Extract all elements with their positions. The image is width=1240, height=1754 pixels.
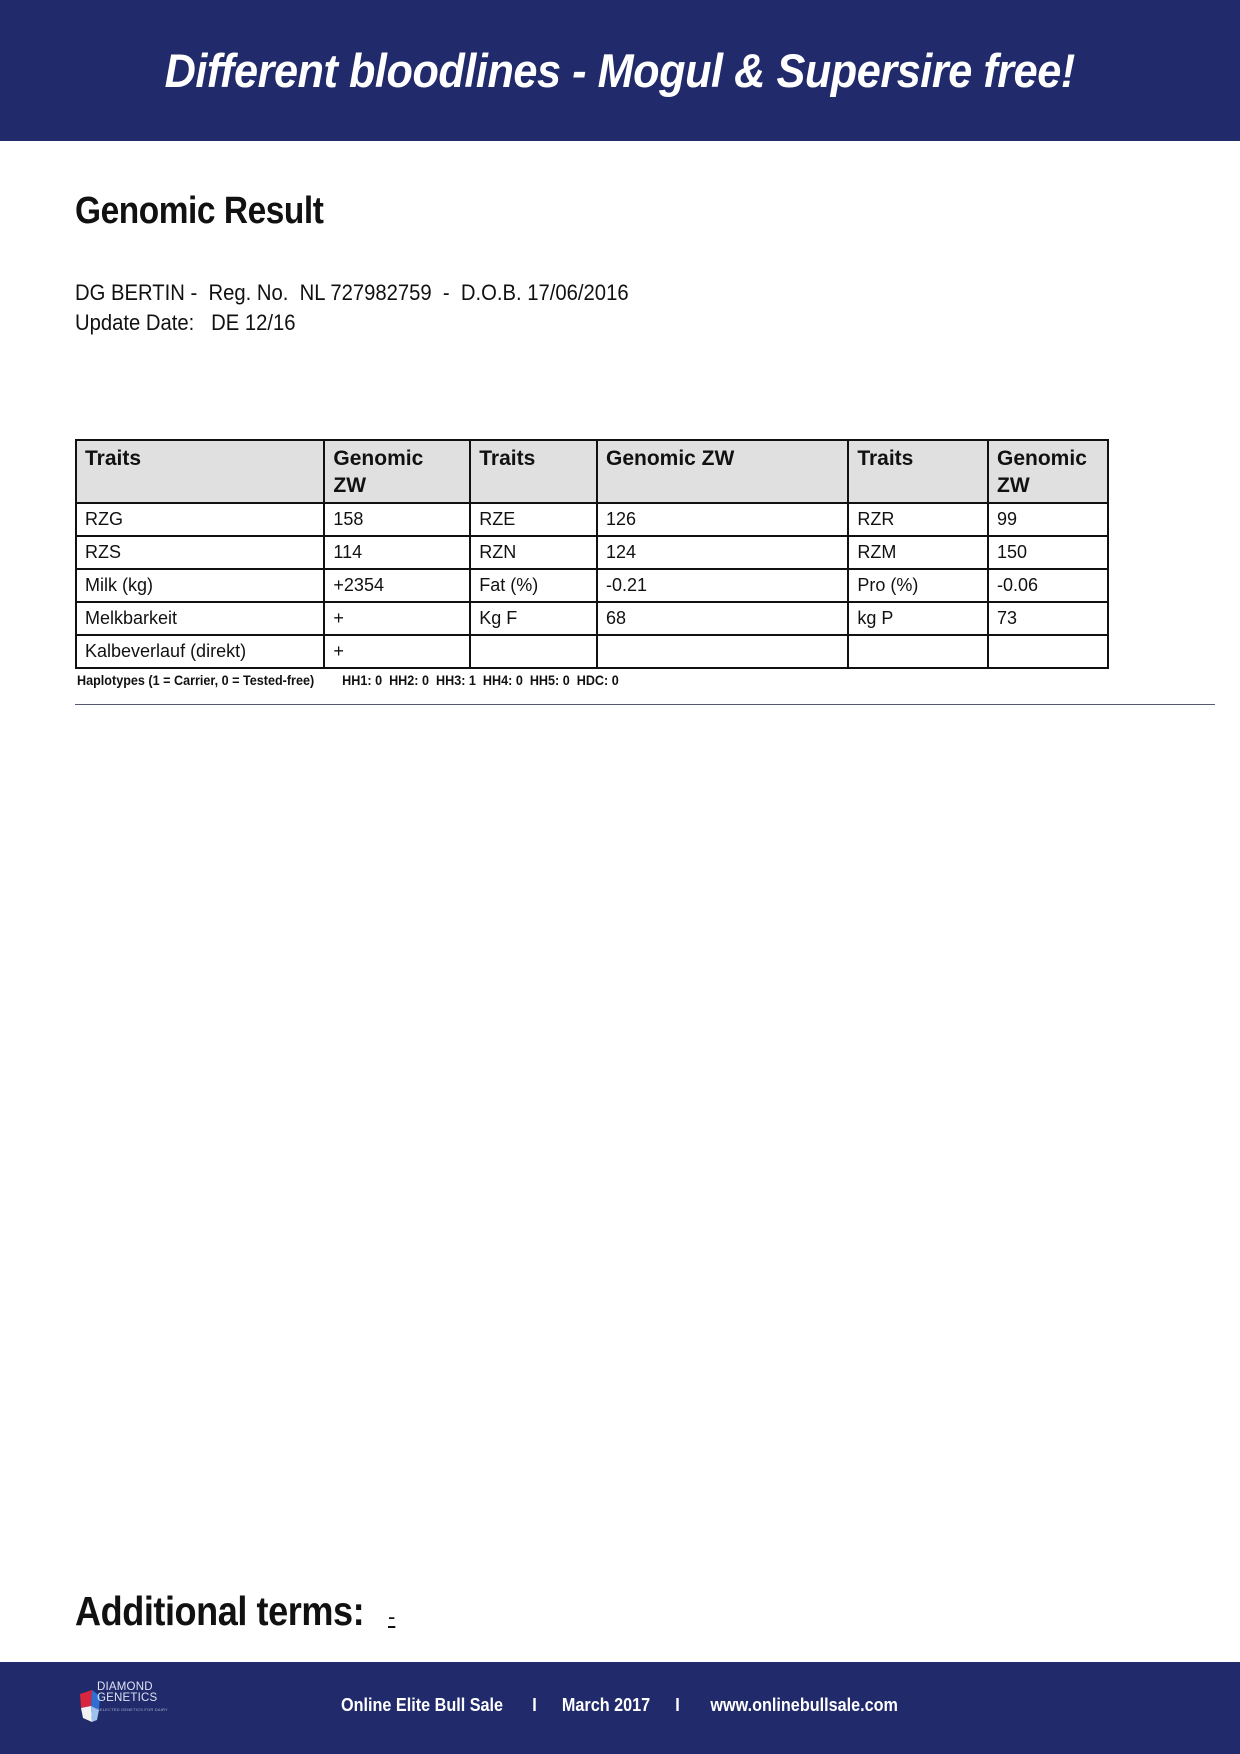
logo-tagline: SELECTED GENETICS FOR DAIRY xyxy=(97,1707,168,1712)
table-cell: + xyxy=(324,602,470,635)
table-cell: RZE xyxy=(470,503,597,536)
table-cell: Kalbeverlauf (direkt) xyxy=(76,635,324,668)
logo-line-1: DIAMOND xyxy=(97,1681,153,1693)
additional-terms-label: Additional terms: xyxy=(75,1588,365,1634)
additional-terms-value: - xyxy=(388,1604,396,1629)
table-cell xyxy=(848,635,988,668)
table-cell: 68 xyxy=(597,602,848,635)
table-cell: Kg F xyxy=(470,602,597,635)
table-row xyxy=(76,602,1108,635)
genomic-table xyxy=(75,439,1109,669)
header-traits-3: Traits xyxy=(848,440,988,503)
table-cell: Pro (%) xyxy=(848,569,988,602)
footer-divider: I xyxy=(532,1695,537,1715)
reg-value: NL 727982759 xyxy=(299,280,432,305)
table-cell: -0.06 xyxy=(988,569,1108,602)
table-cell: 99 xyxy=(988,503,1108,536)
table-row xyxy=(76,503,1108,536)
table-cell: Melkbarkeit xyxy=(76,602,324,635)
update-label: Update Date: xyxy=(75,310,195,335)
table-cell xyxy=(988,635,1108,668)
table-cell: 114 xyxy=(324,536,470,569)
table-cell: 150 xyxy=(988,536,1108,569)
info-separator: - xyxy=(442,280,450,305)
header-traits-1: Traits xyxy=(76,440,324,503)
update-date-line xyxy=(75,310,296,336)
table-cell: Fat (%) xyxy=(470,569,597,602)
table-cell: RZN xyxy=(470,536,597,569)
header-traits-2: Traits xyxy=(470,440,597,503)
animal-info-line xyxy=(75,280,629,306)
footer-divider: I xyxy=(675,1695,680,1715)
top-banner xyxy=(0,0,1240,141)
update-value: DE 12/16 xyxy=(211,310,296,335)
haplotypes-label: Haplotypes (1 = Carrier, 0 = Tested-free) xyxy=(77,672,315,688)
table-row xyxy=(76,635,1108,668)
header-zw-2: Genomic ZW xyxy=(597,440,848,503)
dob-label: D.O.B. xyxy=(460,280,522,305)
header-zw-1: Genomic ZW xyxy=(324,440,470,503)
table-cell: -0.21 xyxy=(597,569,848,602)
table-row xyxy=(76,536,1108,569)
table-row xyxy=(76,569,1108,602)
reg-label: Reg. No. xyxy=(208,280,289,305)
page-title: Genomic Result xyxy=(75,190,324,232)
footer-url[interactable]: www.onlinebullsale.com xyxy=(710,1695,898,1715)
table-cell: 124 xyxy=(597,536,848,569)
table-cell: kg P xyxy=(848,602,988,635)
table-cell xyxy=(470,635,597,668)
table-cell: RZG xyxy=(76,503,324,536)
table-cell: RZS xyxy=(76,536,324,569)
table-cell: RZR xyxy=(848,503,988,536)
table-cell xyxy=(597,635,848,668)
table-cell: Milk (kg) xyxy=(76,569,324,602)
table-cell: 126 xyxy=(597,503,848,536)
footer-bar xyxy=(0,1662,1240,1754)
table-cell: 73 xyxy=(988,602,1108,635)
table-cell: RZM xyxy=(848,536,988,569)
footer-info xyxy=(0,1692,1240,1716)
footer-date: March 2017 xyxy=(561,1695,650,1715)
banner-title: Different bloodlines - Mogul & Supersire free! xyxy=(164,44,1076,97)
table-cell: + xyxy=(324,635,470,668)
logo-line-2: GENETICS xyxy=(97,1692,158,1704)
section-divider xyxy=(75,704,1215,705)
table-cell: 158 xyxy=(324,503,470,536)
footer-sale: Online Elite Bull Sale xyxy=(340,1695,503,1715)
haplotypes-values: HH1: 0 HH2: 0 HH3: 1 HH4: 0 HH5: 0 HDC: 0 xyxy=(342,672,619,688)
table-header-row xyxy=(76,440,1108,503)
table-cell: +2354 xyxy=(324,569,470,602)
dob-value: 17/06/2016 xyxy=(527,280,629,305)
animal-name: DG BERTIN - xyxy=(75,280,198,305)
header-zw-3: Genomic ZW xyxy=(988,440,1108,503)
haplotypes-line xyxy=(77,672,619,688)
